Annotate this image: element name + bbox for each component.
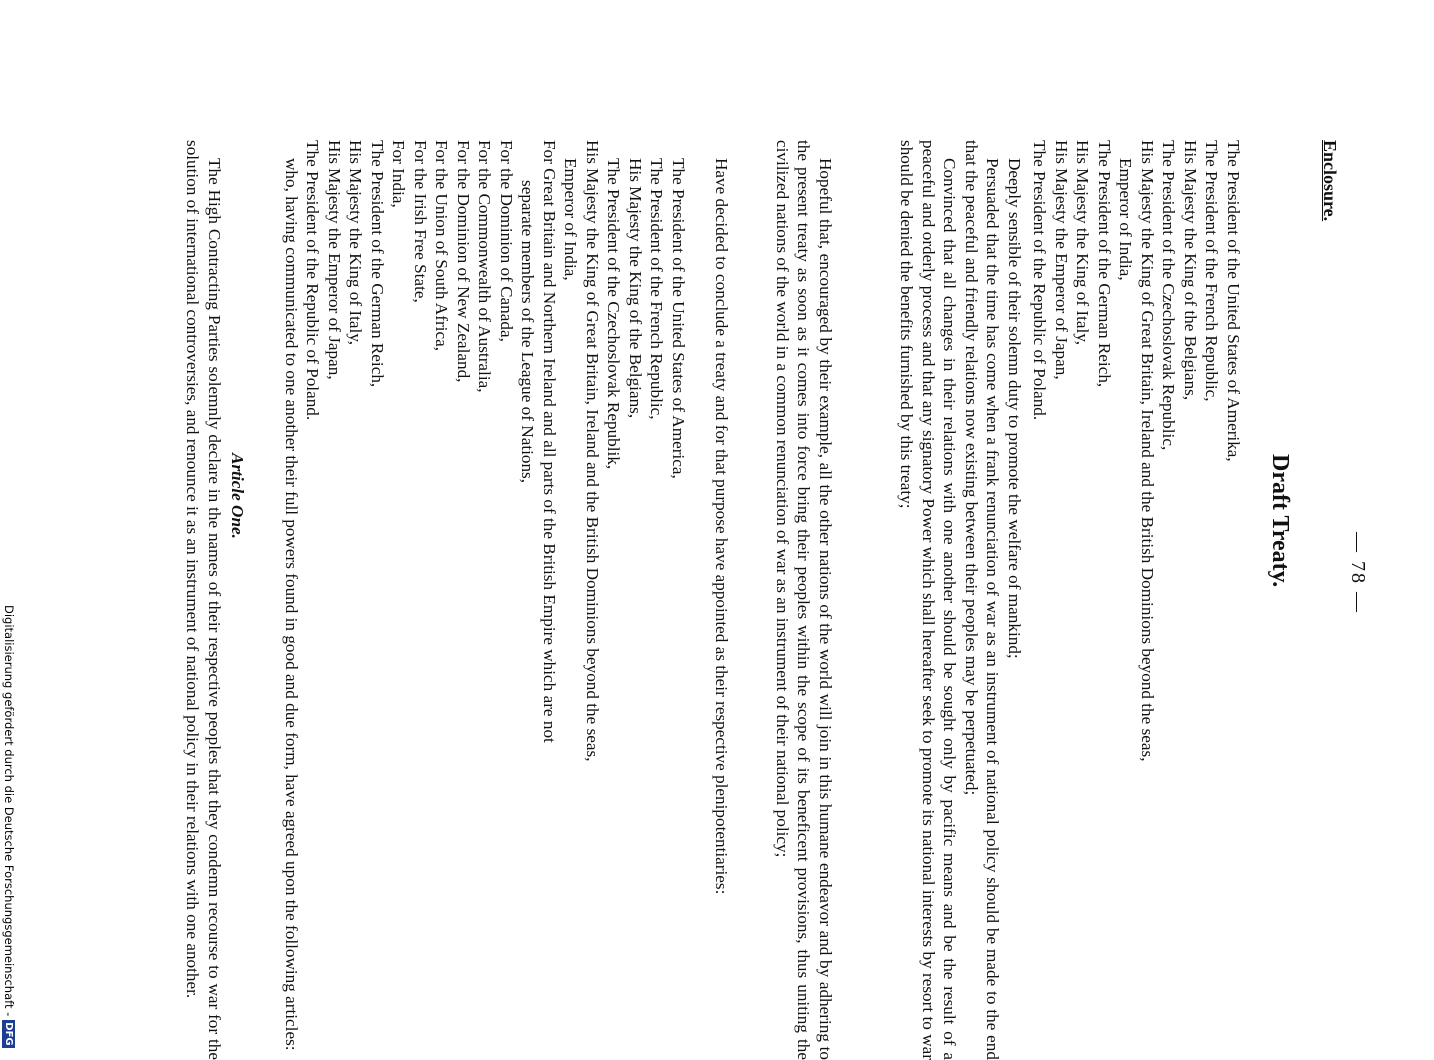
plenipotentiary-line: For the Dominion of Canada, xyxy=(497,140,516,342)
credit-text: Digitalisierung gefördert durch die Deutsche Forschungsgemeinschaft - xyxy=(2,605,16,1017)
plenipotentiary-line: Emperor of India, xyxy=(561,158,581,281)
dfg-logo: DFG xyxy=(3,1022,15,1046)
party-line: The President of the Republic of Poland. xyxy=(1030,140,1050,421)
plenipotentiary-line: The President of the Republic of Poland. xyxy=(303,140,323,421)
plenipotentiary-line: separate members of the League of Nations, xyxy=(518,180,538,484)
communicated-block xyxy=(281,140,303,1060)
preamble-paragraph: Persuaded that the time has come when a frank renunciation of war as an instrument of national policy should be made to the end that the peaceful and friendly relations now existing between their peoples may be perpetuated; xyxy=(962,140,1003,1060)
page-number: — 78 — xyxy=(1347,532,1369,614)
plenipotentiary-line: For the Irish Free State, xyxy=(411,140,430,303)
rotated-page-content xyxy=(175,140,1369,1060)
plenipotentiary-line: The President of the United States of America, xyxy=(669,158,688,479)
plenipotentiary-line: His Majesty the King of Italy, xyxy=(346,140,366,346)
preamble-block-1 xyxy=(896,140,1025,1060)
plenipotentiary-line: For India, xyxy=(389,140,409,208)
enclosure-label: Enclosure. xyxy=(1320,140,1340,222)
party-line: The President of the German Reich, xyxy=(1095,140,1114,388)
party-line: His Majesty the King of Great Britain, Ireland and the British Dominions beyond the seas, xyxy=(1138,140,1157,762)
party-line: Emperor of India, xyxy=(1116,158,1136,281)
preamble-paragraph: Hopeful that, encouraged by their example, all the other nations of the world will join in this humane endeavor and by adhering to the present treaty as soon as it comes into force bring their peoples within the scope of its beneficent provisions, thus uniting the civilized nations of the world in a common renunciation of war as an instrument of their national policy; xyxy=(773,140,835,1060)
decided-paragraph: Have decided to conclude a treaty and for that purpose have appointed as their respective plenipotentiaries: xyxy=(712,158,731,895)
plenipotentiary-line: For the Dominion of New Zealand, xyxy=(454,140,473,383)
party-line: The President of the United States of Amerika, xyxy=(1224,140,1243,462)
plenipotentiary-line: His Majesty the King of Great Britain, Ireland and the British Dominions beyond the seas, xyxy=(583,140,602,762)
digitization-credit xyxy=(2,605,16,1048)
preamble-block-2 xyxy=(772,140,837,1060)
plenipotentiary-line: For the Union of South Africa, xyxy=(432,140,452,351)
communicated-paragraph: who, having communicated to one another their full powers found in good and due form, have agreed upon the following articles: xyxy=(282,158,301,1051)
party-line: His Majesty the King of Italy, xyxy=(1073,140,1093,346)
plenipotentiary-line: For Great Britain and Northern Ireland and all parts of the British Empire which are not xyxy=(540,140,559,743)
party-line: His Majesty the Emperor of Japan, xyxy=(1052,140,1071,380)
party-line: The President of the Czechoslovak Republic, xyxy=(1159,140,1179,451)
plenipotentiary-line: His Majesty the Emperor of Japan, xyxy=(325,140,344,380)
plenipotentiary-line: His Majesty the King of the Belgians, xyxy=(626,158,645,419)
plenipotentiary-line: The President of the German Reich, xyxy=(368,140,387,388)
article-one-text: The High Contracting Parties solemnly declare in the names of their respective peoples that they condemn recourse to war for the solution of international controversies, and renounce it as an instrument of national policy in their relations with one another. xyxy=(183,140,224,1060)
decided-block xyxy=(711,140,733,1060)
plenipotentiary-line: For the Commonwealth of Australia, xyxy=(475,140,495,393)
article-one-heading: Article One. xyxy=(228,453,247,539)
document-title: Draft Treaty. xyxy=(1267,454,1293,588)
parties-list xyxy=(1029,140,1244,1060)
plenipotentiary-line: The President of the Czechoslovak Republik, xyxy=(604,158,624,470)
preamble-paragraph: Convinced that all changes in their relations with one another should be sought only by pacific means and be the result of a peaceful and orderly process and that any signatory Power which shall hereafter seek to promote its national interests by resort to war should be denied the benefits furnished by this treaty; xyxy=(897,140,960,1060)
preamble-paragraph: Deeply sensible of their solemn duty to promote the welfare of mankind; xyxy=(1005,158,1024,659)
party-line: The President of the French Republic, xyxy=(1202,140,1222,402)
article-one-block xyxy=(182,140,225,1060)
party-line: His Majesty the King of the Belgians, xyxy=(1181,140,1200,401)
plenipotentiary-line: The President of the French Republic, xyxy=(647,158,667,420)
plenipotentiaries-list xyxy=(302,140,689,1060)
